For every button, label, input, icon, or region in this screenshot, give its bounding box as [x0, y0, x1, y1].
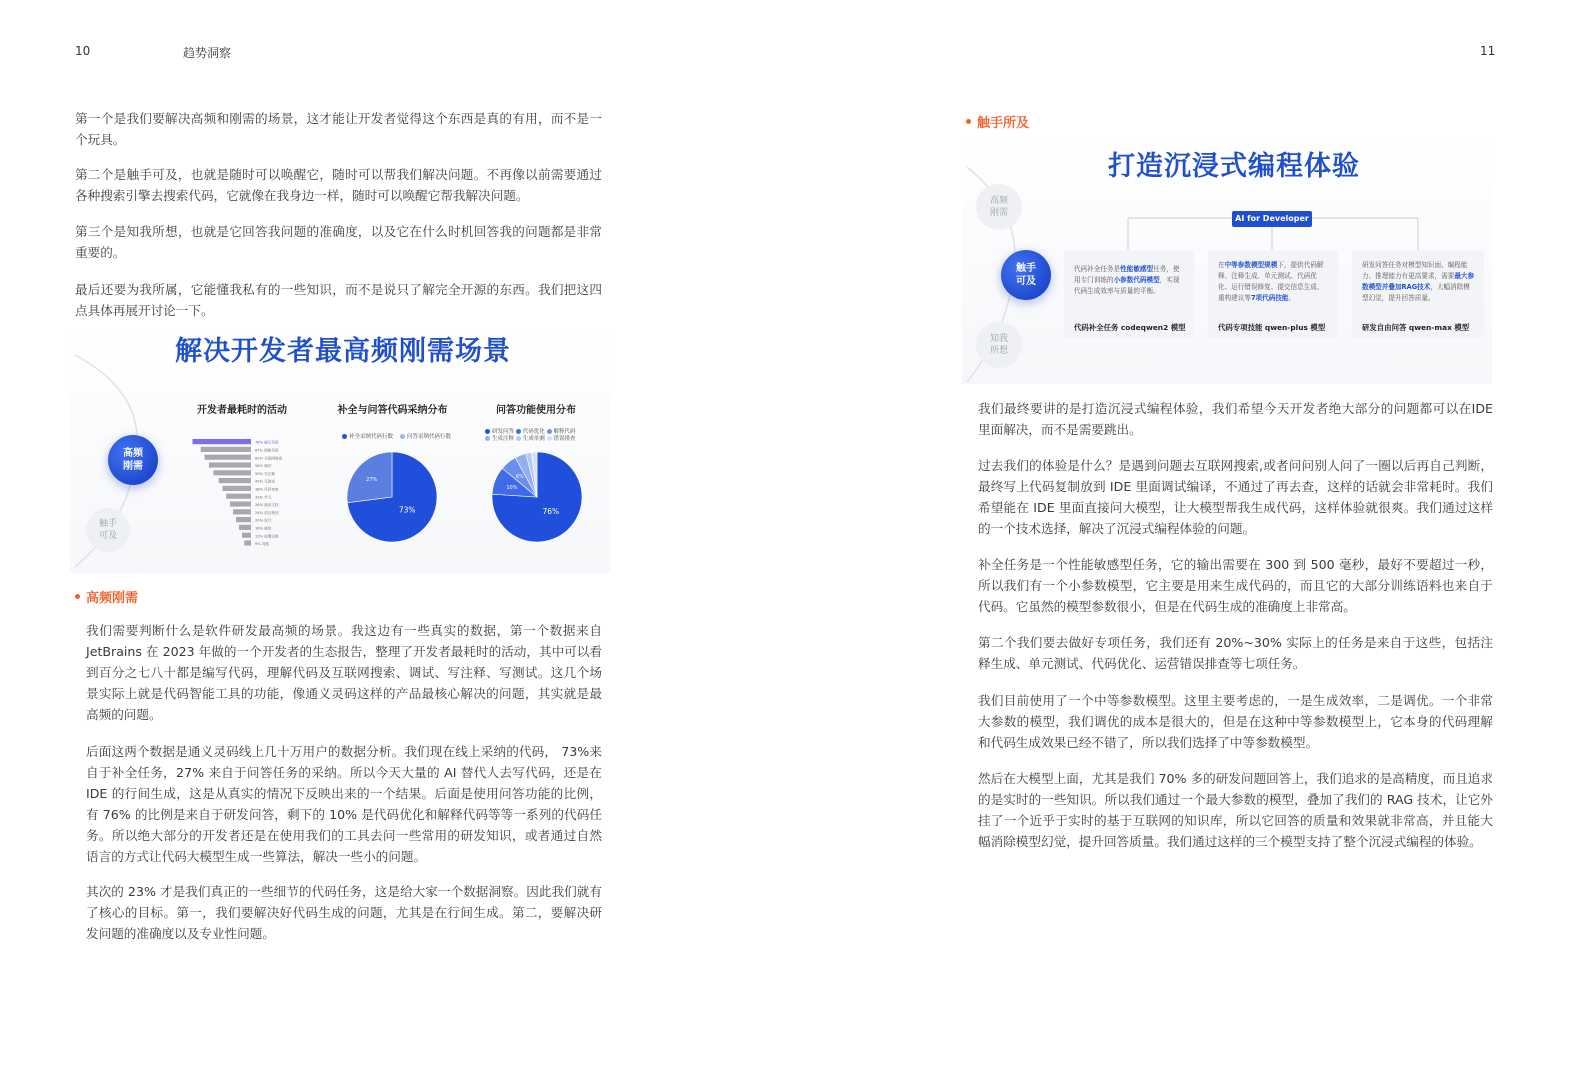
chart1-bar-label: 62% 互联网搜索 [255, 456, 283, 461]
chart3-legend-item-2: 代码优化 [516, 429, 545, 435]
chart1-bar [242, 533, 251, 538]
right-body-paragraph-6: 然后在大模型上面，尤其是我们 70% 多的研发问题回答上，我们追求的是高精度，而且追求的是实时的一些知识。所以我们通过一个最大参数的模型，叠加了我们的 RAG 技术，让它外挂了一个近乎于实时的基于互联网的知识库，所以它回答的质量和效果就非常高，并且能大幅消除模型幻觉，提升回答质量。我们通过这样的三个模型支持了整个沉浸式编程的体验。 [978, 771, 1493, 849]
circle-within-reach: 触手 可及 [86, 508, 130, 552]
chart1-bar [214, 470, 252, 475]
pie-slice-label: 76% [542, 506, 560, 516]
chart1-bar [230, 501, 251, 506]
chart1-bar-label: 12% 部署运维 [255, 534, 279, 539]
chart3-legend-item-4: 生成注释 [485, 436, 514, 442]
bullet-dot-icon [966, 119, 971, 124]
right-section-bullet: 触手所及 [966, 112, 1029, 131]
chart1-bar-label: 78% 编写代码 [255, 440, 279, 445]
chart1-bar-label: 20% 设计 [255, 518, 272, 523]
chart1-bar [205, 455, 252, 460]
chart3-legend-item-6: 错误排查 [547, 436, 576, 442]
chart2-legend-item-2: 问答采纳代码行数 [400, 434, 451, 440]
model-card-3 [1352, 250, 1484, 338]
chart2-legend [342, 432, 451, 440]
chart1-bar-label: 56% 调试 [255, 464, 272, 469]
right-body-paragraph-2: 过去我们的体验是什么？是遇到问题去互联网搜索,或者问问别人问了一圈以后再自己判断，最终写上代码复制放到 IDE 里面调试编译，不通过了再去查，这样的话就会非常耗时。我们希望能在 IDE 里面直接问大模型，让大模型帮我生成代码，这样体验就很爽。我们通过这样的一个技术选择，解决了沉浸式编程体验的问题。 [978, 458, 1493, 536]
chart2-title: 补全与问答代码采纳分布 [337, 405, 448, 416]
model-card-2 [1208, 250, 1338, 338]
left-section-bullet: 高频刚需 [75, 587, 138, 606]
chart3-legend-item-5: 生成单测 [516, 436, 545, 442]
model-card-1-footer: 代码补全任务 codeqwen2 模型 [1074, 323, 1186, 332]
intro-paragraph-1: 第一个是我们要解决高频和刚需的场景，这才能让开发者觉得这个东西是真的有用，而不是一个玩具。 [75, 111, 602, 147]
right-figure [962, 132, 1492, 384]
chart1-bar-label: 50% 写注释 [255, 471, 275, 476]
section-header: 趋势洞察 [183, 46, 232, 60]
chart1-bar-label: 16% 重构 [255, 526, 272, 531]
right-body-paragraph-3: 补全任务是一个性能敏感型任务，它的输出需要在 300 到 500 毫秒，最好不要超过一秒，所以我们有一个小参数模型，它主要是用来生成代码的，而且它的大部分训练语料也来自于代码。它虽然的模型参数很小，但是在代码生成的准确度上非常高。 [978, 557, 1493, 614]
pie-slice-label: 6% [515, 474, 524, 481]
right-body-paragraph-4: 第二个我们要去做好专项任务，我们还有 20%~30% 实际上的任务是来自于这些，包括注释生成、单元测试、代码优化、运营错误排查等七项任务。 [978, 635, 1493, 671]
chart1-bar-label: 33% 学习 [255, 495, 272, 500]
model-card-3-text: 研发问答任务对模型知识面、编程能力、推理能力有更高要求，需要最大参数模型并叠加RAG技术，大幅消除模型幻觉，提升回答质量。 [1362, 261, 1475, 302]
chart1-bar [223, 486, 252, 491]
chart1-bar [233, 509, 251, 514]
chart1-bar [236, 517, 251, 522]
chart3-title: 问答功能使用分布 [496, 405, 576, 416]
chart1-bar-label: 67% 理解代码 [255, 448, 279, 453]
chart3-legend-item-3: 解释代码 [547, 429, 576, 435]
ai-for-developer-badge: AI for Developer [1232, 211, 1312, 227]
chart1-bar [193, 439, 252, 444]
right-page-number: 11 [1480, 44, 1496, 58]
intro-paragraph-3: 第三个是知我所想，也就是它回答我问题的准确度，以及它在什么时机回答我的问题都是非常重要的。 [75, 224, 602, 260]
right-figure-title: 打造沉浸式编程体验 [1108, 151, 1360, 182]
left-page-number: 10 [75, 44, 91, 58]
circle-high-freq-side: 高频 刚需 [976, 184, 1022, 230]
intro-paragraph-4: 最后还要为我所属，它能懂我私有的一些知识，而不是说只了解完全开源的东西。我们把这四点具体再展开讨论一下。 [75, 282, 602, 318]
chart1-bar-label: 9% 其他 [255, 542, 270, 547]
circle-know-my-mind: 知我 所想 [976, 322, 1022, 368]
chart1-bar-label: 24% 项目规划 [255, 510, 279, 515]
chart3-legend [485, 429, 576, 443]
left-figure-title: 解决开发者最高频刚需场景 [175, 336, 511, 367]
model-card-3-footer: 研发自由问答 qwen-max 模型 [1362, 323, 1470, 332]
chart1-bar-chart [174, 437, 314, 547]
left-body-paragraph-1: 我们需要判断什么是软件研发最高频的场景。我这边有一些真实的数据，第一个数据来自JetBrains 在 2023 年做的一个开发者的生态报告，整理了开发者最耗时的活动，其中可以看到百分之七八十都是编写代码，理解代码及互联网搜索、调试、写注释、写测试。这几个场景实际上就是代码智能工具的功能，像通义灵码这样的产品最核心解决的问题，其实就是最高频的问题。 [86, 623, 602, 722]
left-body-paragraph-3: 其次的 23% 才是我们真正的一些细节的代码任务，这是给大家一个数据洞察。因此我们就有了核心的目标。第一，我们要解决好代码生成的问题，尤其是在行间生成。第二，要解决研发问题的准确度以及专业性问题。 [86, 884, 602, 941]
model-card-2-footer: 代码专项技能 qwen-plus 模型 [1218, 323, 1326, 332]
left-body-paragraph-2: 后面这两个数据是通义灵码线上几十万用户的数据分析。我们现在线上采纳的代码， 73%来自于补全任务，27% 来自于问答任务的采纳。所以今天大量的 AI 替代人去写代码，还是在 IDE 的行间生成，这是从真实的情况下反映出来的一个结果。后面是使用问答功能的比例，有 76% 的比例是来自于研发问答，剩下的 10% 是代码优化和解释代码等等一系列的代码任务。所以绝大部分的开发者还是在使用我们的工具去问一些常用的研发知识，或者通过自然语言的方式让代码大模型生成一些算法，解决一些小的问题。 [86, 744, 602, 864]
model-card-1-text: 代码补全任务是性能敏感型任务，使用专门训练的小参数代码模型，实现代码生成效率与质量的平衡。 [1074, 265, 1180, 295]
chart3-pie-chart [487, 447, 587, 547]
pie-slice-label: 27% [366, 477, 378, 484]
circle-high-freq: 高频 刚需 [108, 435, 158, 485]
chart1-bar-label: 38% 代码审查 [255, 487, 279, 492]
model-card-2-text: 在中等参数模型规模下，提供代码解释、注释生成、单元测试、代码优化、运行错误修复、提交信息生成、重构建议等7项代码技能。 [1218, 261, 1324, 302]
chart1-bar [219, 478, 251, 483]
right-body-paragraph-1: 我们最终要讲的是打造沉浸式编程体验，我们希望今天开发者绝大部分的问题都可以在IDE 里面解决，而不是需要跳出。 [978, 401, 1493, 437]
chart2-legend-item-1: 补全采纳代码行数 [342, 434, 393, 440]
chart1-bar [244, 540, 251, 545]
chart1-bar [226, 494, 251, 499]
right-body-paragraph-5: 我们目前使用了一个中等参数模型。这里主要考虑的，一是生成效率，二是调优。一个非常大参数的模型，我们调优的成本是很大的，但是在这种中等参数模型上，它本身的代码理解和代码生成效果已经不错了，所以我们选择了中等参数模型。 [978, 693, 1493, 750]
chart1-bar [201, 447, 251, 452]
chart1-bar [239, 525, 251, 530]
left-figure [70, 325, 610, 573]
chart2-pie-chart [342, 447, 442, 547]
pie-slice-label: 73% [398, 505, 416, 515]
pie-slice-label: 10% [506, 485, 518, 492]
bullet-dot-icon [75, 594, 80, 599]
chart1-title: 开发者最耗时的活动 [197, 405, 287, 416]
circle-within-reach-main: 触手 可及 [1001, 250, 1051, 300]
model-card-1 [1064, 250, 1194, 338]
chart1-bar-label: 43% 写测试 [255, 479, 275, 484]
chart1-bar [209, 462, 251, 467]
intro-paragraph-2: 第二个是触手可及，也就是随时可以唤醒它，随时可以帮我们解决问题。不再像以前需要通过各种搜索引擎去搜索代码，它就像在我身边一样，随时可以唤醒它帮我解决问题。 [75, 167, 602, 203]
chart1-bar-label: 28% 阅读文档 [255, 503, 279, 508]
chart3-legend-item-1: 研发问答 [485, 429, 514, 435]
